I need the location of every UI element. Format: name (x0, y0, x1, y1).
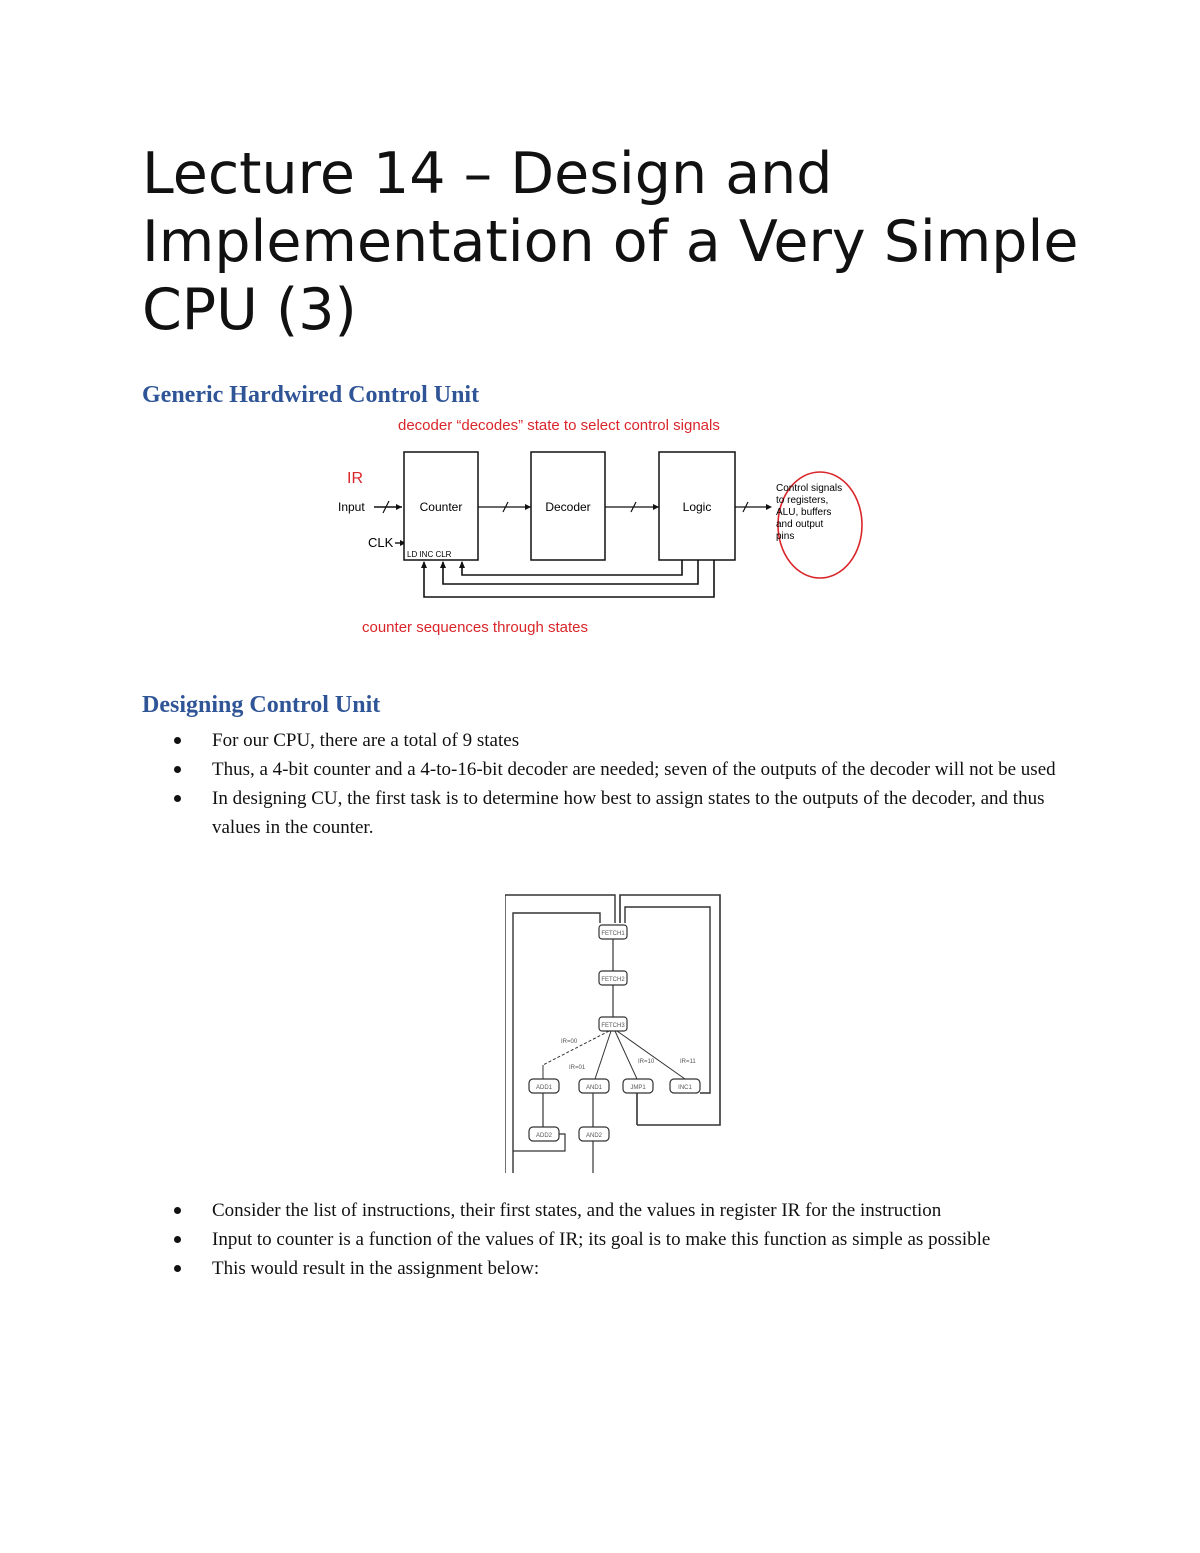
loop-line (625, 907, 710, 1093)
output-label-line: to registers, (776, 495, 829, 506)
transition-line (595, 1031, 611, 1079)
section-heading-designing-control-unit: Designing Control Unit (142, 692, 381, 718)
list-item: Thus, a 4-bit counter and a 4-to-16-bit decoder are needed; seven of the outputs of the decoder will not be used (170, 755, 1070, 784)
list-item: Consider the list of instructions, their first states, and the values in register IR for the instruction (170, 1196, 1070, 1225)
control-unit-block-diagram (330, 410, 875, 640)
counter-label: Counter (419, 500, 463, 514)
feedback-arrow-icon (440, 561, 446, 568)
svg-text:ADD2: ADD2 (535, 1133, 553, 1139)
svg-text:FETCH2: FETCH2 (601, 977, 625, 983)
feedback-line-inc (443, 560, 698, 584)
list-item: For our CPU, there are a total of 9 states (170, 726, 1070, 755)
bus-arrow-icon (766, 504, 772, 510)
svg-text:FETCH1: FETCH1 (601, 931, 625, 937)
output-label-line: pins (776, 531, 795, 542)
list-item: In designing CU, the first task is to determine how best to assign states to the outputs of the decoder, and thus values in the counter. (170, 784, 1070, 842)
svg-text:ADD1: ADD1 (535, 1085, 553, 1091)
transition-line (615, 1031, 637, 1079)
output-label-line: ALU, buffers (776, 507, 832, 518)
feedback-arrow-icon (459, 561, 465, 568)
clk-label: CLK (368, 535, 394, 550)
bullet-icon (174, 766, 181, 773)
list-item: This would result in the assignment below: (170, 1254, 1070, 1283)
output-label-line: and output (776, 519, 824, 530)
condition-label: IR=01 (569, 1065, 586, 1071)
svg-text:JMP1: JMP1 (630, 1085, 646, 1091)
bus-arrow-icon (525, 504, 531, 510)
input-arrow-icon (396, 504, 402, 510)
input-label: Input (338, 500, 365, 514)
ir-label: IR (347, 470, 363, 487)
condition-label: IR=00 (561, 1039, 578, 1045)
feedback-arrow-icon (421, 561, 427, 568)
counter-pins-label: LD INC CLR (407, 550, 452, 559)
svg-text:FETCH3: FETCH3 (601, 1023, 625, 1029)
bullet-list-states (170, 726, 1070, 842)
condition-label: IR=11 (680, 1059, 696, 1065)
svg-text:AND1: AND1 (585, 1085, 603, 1091)
diagram-caption-counter: counter sequences through states (362, 619, 588, 636)
transition-line (617, 1031, 685, 1079)
bus-arrow-icon (653, 504, 659, 510)
page-title: Lecture 14 – Design and Implementation of a Very Simple CPU (3) (142, 141, 1079, 343)
svg-text:AND2: AND2 (585, 1133, 603, 1139)
bullet-icon (174, 1207, 181, 1214)
decoder-label: Decoder (545, 500, 591, 514)
state-diagram (505, 893, 725, 1175)
output-label-line: Control signals (776, 483, 843, 494)
diagram-caption-decoder: decoder “decodes” state to select control signals (398, 417, 720, 434)
bullet-icon (174, 795, 181, 802)
logic-label: Logic (682, 500, 712, 514)
feedback-line-ld (424, 560, 714, 597)
transition-line (543, 1031, 609, 1065)
condition-label: IR=10 (638, 1059, 655, 1065)
bullet-list-instructions (170, 1196, 1070, 1283)
svg-text:INC1: INC1 (678, 1085, 692, 1091)
section-heading-hardwired-control-unit: Generic Hardwired Control Unit (142, 382, 480, 408)
feedback-line-clr (462, 560, 682, 575)
bullet-icon (174, 737, 181, 744)
bullet-icon (174, 1265, 181, 1272)
bullet-icon (174, 1236, 181, 1243)
list-item: Input to counter is a function of the values of IR; its goal is to make this function as simple as possible (170, 1225, 1070, 1254)
